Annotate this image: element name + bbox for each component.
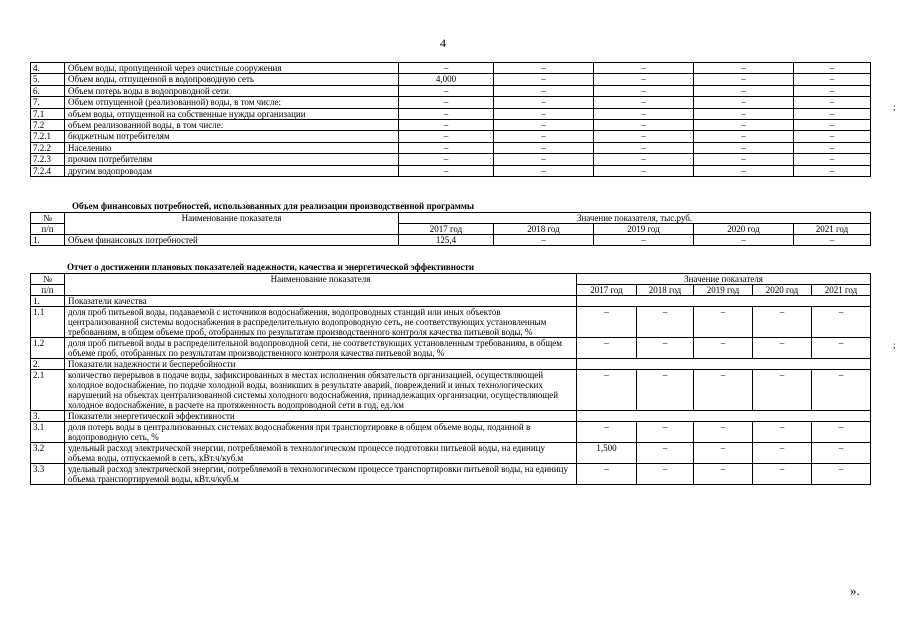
year-header: 2019 год [594, 224, 694, 235]
row-value: – [399, 97, 494, 108]
margin-mark: ; [893, 340, 896, 350]
year-header: 2020 год [694, 224, 794, 235]
row-num: 4. [31, 63, 65, 74]
row-name: Показатели качества [65, 296, 577, 307]
volume-table [30, 62, 871, 177]
row-name: Показатели надежности и бесперебойности [65, 359, 577, 370]
row-name: бюджетным потребителям [65, 131, 399, 142]
row-value: – [794, 85, 871, 96]
row-name: Объем воды, пропущенной через очистные сооружения [65, 63, 399, 74]
row-value: – [399, 142, 494, 153]
row-value: – [637, 307, 694, 338]
row-value: – [494, 97, 594, 108]
row-value: – [753, 338, 812, 359]
row-value: – [399, 119, 494, 130]
row-value: – [577, 464, 637, 485]
row-value: – [694, 74, 794, 85]
row-name: Показатели энергетической эффективности [65, 411, 577, 422]
row-value: – [694, 97, 794, 108]
row-value: – [594, 97, 694, 108]
row-value: – [812, 422, 871, 443]
row-num: 2. [31, 359, 65, 370]
row-value: – [753, 307, 812, 338]
row-value: – [794, 142, 871, 153]
row-value: – [494, 154, 594, 165]
row-value: – [694, 370, 753, 411]
year-header: 2020 год [753, 285, 812, 296]
header-num: № [31, 274, 65, 285]
row-num: 1. [31, 235, 65, 246]
row-num: 7.1 [31, 108, 65, 119]
page-number: 4 [440, 36, 446, 50]
table-row [31, 443, 871, 464]
row-value: – [794, 97, 871, 108]
row-value: – [812, 443, 871, 464]
table-row [31, 97, 871, 108]
row-value: – [794, 131, 871, 142]
row-name: объем воды, отпущенной на собственные нужды организации [65, 108, 399, 119]
year-header: 2021 год [812, 285, 871, 296]
row-name: другим водопроводам [65, 165, 399, 176]
row-value: – [694, 119, 794, 130]
row-value: – [494, 63, 594, 74]
row-name: количество перерывов в подаче воды, зафиксированных в местах исполнения обязательств организацией, осуществляющей холодное водоснабжение, по подаче холодной воды, возникших в результате аварий, повреждений и иных технологических нарушений на объектах централизованной системы холодного водоснабжения, принадлежащих организации, осуществляющей холодное водоснабжение, в расчете на протяженность водопроводной сети в год, ед./км [65, 370, 577, 411]
row-name: Объем потерь воды в водопроводной сети [65, 85, 399, 96]
table-row [31, 165, 871, 176]
table-row [31, 119, 871, 130]
row-num: 5. [31, 74, 65, 85]
row-value: 125,4 [399, 235, 494, 246]
header-num: № [31, 213, 65, 224]
row-value: – [794, 165, 871, 176]
row-value: – [694, 85, 794, 96]
row-name: доля проб питьевой воды в распределительной водопроводной сети, не соответствующих установленным требованиям, в общем объеме проб, отобранных по результатам производственного контроля качества питьевой воды, % [65, 338, 577, 359]
table-row [31, 85, 871, 96]
row-value: – [594, 235, 694, 246]
year-header: 2017 год [577, 285, 637, 296]
row-value: – [577, 370, 637, 411]
row-name: Объем воды, отпущенной в водопроводную сеть [65, 74, 399, 85]
row-value: – [494, 142, 594, 153]
row-num: 7.2.3 [31, 154, 65, 165]
row-num: 3.2 [31, 443, 65, 464]
header-name: Наименование показателя [65, 213, 399, 235]
table-row [31, 108, 871, 119]
row-value: – [494, 131, 594, 142]
row-value: – [399, 108, 494, 119]
row-value: – [494, 235, 594, 246]
row-name: прочим потребителям [65, 154, 399, 165]
row-num: 7. [31, 97, 65, 108]
row-value: – [694, 443, 753, 464]
row-name: доля потерь воды в централизованных системах водоснабжения при транспортировке в общем объеме воды, поданной в водопроводную сеть, % [65, 422, 577, 443]
table-row [31, 131, 871, 142]
row-value: – [594, 74, 694, 85]
row-value: – [399, 131, 494, 142]
section-empty [577, 296, 871, 307]
row-value: 1,500 [577, 443, 637, 464]
row-num: 3.3 [31, 464, 65, 485]
report-caption: Отчет о достижении плановых показателей надежности, качества и энергетической эффективности [67, 262, 475, 272]
row-value: – [577, 307, 637, 338]
year-header: 2021 год [794, 224, 871, 235]
header-value: Значение показателя [577, 274, 871, 285]
row-name: Объем отпущенной (реализованной) воды, в том числе: [65, 97, 399, 108]
row-num: 6. [31, 85, 65, 96]
row-num: 1. [31, 296, 65, 307]
row-value: – [577, 338, 637, 359]
row-value: – [694, 165, 794, 176]
table-row [31, 63, 871, 74]
row-value: – [694, 108, 794, 119]
row-name: Населению [65, 142, 399, 153]
financial-needs-caption: Объем финансовых потребностей, использованных для реализации производственной программы [72, 201, 475, 211]
row-num: 1.2 [31, 338, 65, 359]
row-value: – [694, 154, 794, 165]
row-value: – [812, 464, 871, 485]
row-value: – [753, 370, 812, 411]
row-value: – [637, 422, 694, 443]
row-value: – [594, 165, 694, 176]
table-row [31, 74, 871, 85]
indicators-table [30, 273, 871, 485]
row-value: – [577, 422, 637, 443]
header-num2: п/п [31, 224, 65, 235]
row-value: – [399, 154, 494, 165]
margin-mark: ; [893, 102, 896, 112]
row-value: – [399, 165, 494, 176]
table-row [31, 307, 871, 338]
row-value: – [494, 74, 594, 85]
row-value: – [694, 235, 794, 246]
row-value: – [812, 307, 871, 338]
row-value: – [694, 307, 753, 338]
row-value: – [594, 142, 694, 153]
row-value: – [594, 108, 694, 119]
row-num: 3. [31, 411, 65, 422]
section-empty [577, 411, 871, 422]
row-num: 7.2 [31, 119, 65, 130]
row-value: – [694, 142, 794, 153]
row-value: – [637, 464, 694, 485]
closing-quote: ». [850, 583, 860, 598]
row-name: удельный расход электрической энергии, потребляемой в технологическом процессе подготовки питьевой воды, на единицу объема воды, отпускаемой в сеть, кВт.ч/куб.м [65, 443, 577, 464]
year-header: 2017 год [399, 224, 494, 235]
row-value: – [637, 370, 694, 411]
row-value: – [694, 63, 794, 74]
row-value: – [753, 464, 812, 485]
row-num: 3.1 [31, 422, 65, 443]
row-value: – [399, 63, 494, 74]
row-value: – [637, 338, 694, 359]
row-value: – [794, 108, 871, 119]
financial-needs-table [30, 212, 871, 246]
row-value: – [794, 74, 871, 85]
section-row [31, 411, 871, 422]
row-value: – [812, 370, 871, 411]
row-value: – [594, 119, 694, 130]
row-value: – [794, 63, 871, 74]
row-num: 7.2.2 [31, 142, 65, 153]
table-row [31, 464, 871, 485]
section-row [31, 296, 871, 307]
table-row [31, 422, 871, 443]
year-header: 2018 год [494, 224, 594, 235]
table-row [31, 154, 871, 165]
row-value: 4,000 [399, 74, 494, 85]
row-value: – [637, 443, 694, 464]
row-name: объем реализованной воды, в том числе: [65, 119, 399, 130]
row-value: – [494, 85, 594, 96]
row-value: – [753, 443, 812, 464]
row-value: – [594, 154, 694, 165]
row-num: 2.1 [31, 370, 65, 411]
row-value: – [594, 131, 694, 142]
section-row [31, 359, 871, 370]
year-header: 2019 год [694, 285, 753, 296]
row-num: 1.1 [31, 307, 65, 338]
row-value: – [594, 85, 694, 96]
row-value: – [494, 165, 594, 176]
row-value: – [494, 108, 594, 119]
row-name: Объем финансовых потребностей [65, 235, 399, 246]
row-value: – [594, 63, 694, 74]
year-header: 2018 год [637, 285, 694, 296]
row-name: доля проб питьевой воды, подаваемой с источников водоснабжения, водопроводных станций или иных объектов централизованной системы водоснабжения в распределительную водопроводную сеть, не соответствующих установленным требованиям, в общем объеме проб, отобранных по результатам производственного контроля качества питьевой воды, % [65, 307, 577, 338]
row-value: – [794, 154, 871, 165]
row-value: – [753, 422, 812, 443]
row-num: 7.2.4 [31, 165, 65, 176]
header-num2: п/п [31, 285, 65, 296]
row-value: – [794, 119, 871, 130]
row-value: – [494, 119, 594, 130]
row-value: – [694, 422, 753, 443]
row-value: – [694, 338, 753, 359]
table-row [31, 142, 871, 153]
section-empty [577, 359, 871, 370]
header-name: Наименование показателя [65, 274, 577, 296]
table-row [31, 338, 871, 359]
row-value: – [794, 235, 871, 246]
table-row [31, 370, 871, 411]
header-value: Значение показателя, тыс.руб. [399, 213, 871, 224]
row-value: – [694, 464, 753, 485]
row-value: – [694, 131, 794, 142]
row-num: 7.2.1 [31, 131, 65, 142]
row-value: – [812, 338, 871, 359]
row-value: – [399, 85, 494, 96]
row-name: удельный расход электрической энергии, потребляемой в технологическом процессе транспортировки питьевой воды, на единицу объема транспортируемой воды, кВт.ч/куб.м [65, 464, 577, 485]
